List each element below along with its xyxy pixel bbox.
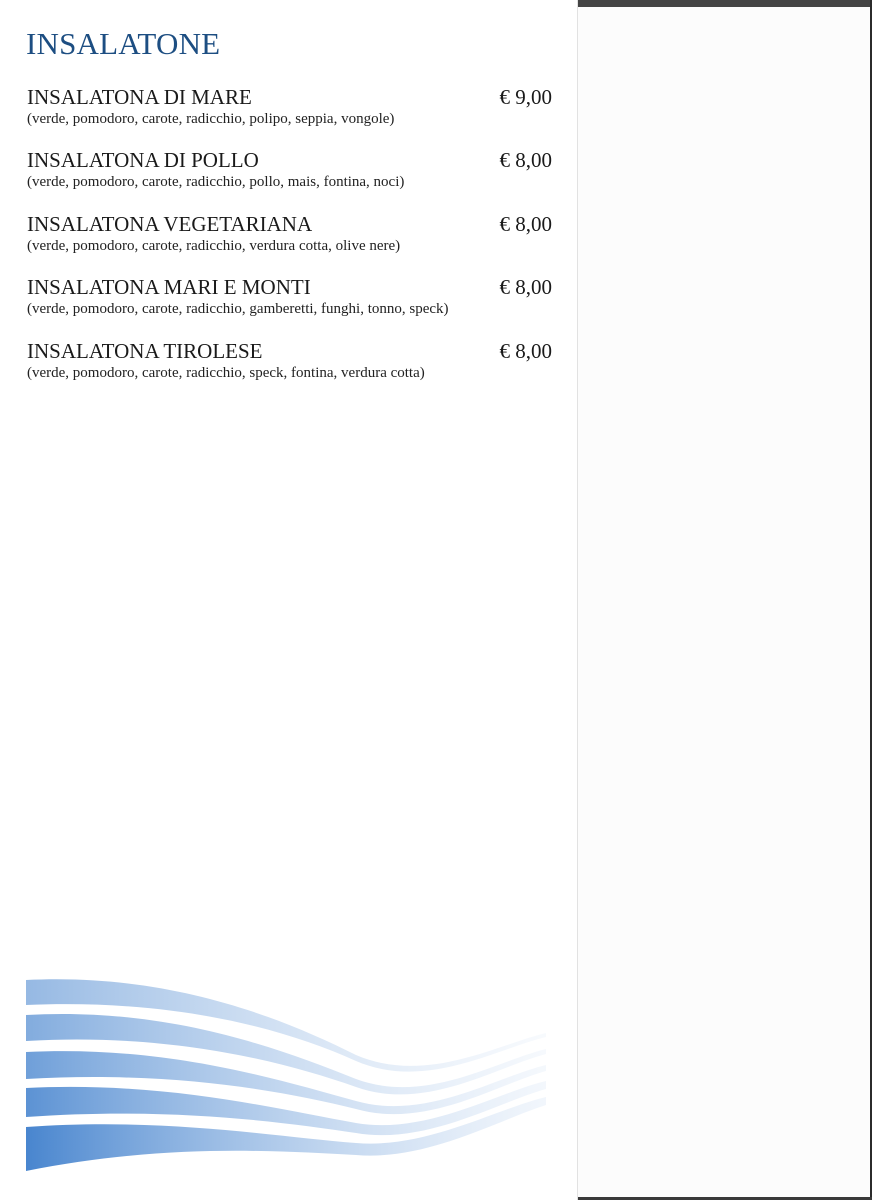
- item-name: INSALATONA DI POLLO: [27, 148, 259, 173]
- item-name: INSALATONA DI MARE: [27, 85, 252, 109]
- item-name: INSALATONA VEGETARIANA: [27, 211, 313, 236]
- sheet-top-edge: [578, 0, 872, 7]
- menu-item: [27, 338, 552, 401]
- menu-items-list: [27, 84, 552, 401]
- item-description: (verde, pomodoro, carote, radicchio, speck, fontina, verdura cotta): [27, 364, 425, 381]
- item-name: INSALATONA MARI E MONTI: [27, 275, 311, 300]
- item-description: (verde, pomodoro, carote, radicchio, pollo, mais, fontina, noci): [27, 174, 405, 191]
- item-price: € 8,00: [499, 148, 552, 173]
- item-price: € 8,00: [499, 211, 552, 236]
- menu-item: [27, 274, 552, 337]
- item-description: (verde, pomodoro, carote, radicchio, gamberetti, funghi, tonno, speck): [27, 301, 449, 318]
- back-sheet: [577, 0, 872, 1200]
- menu-item: [27, 147, 552, 210]
- item-description: (verde, pomodoro, carote, radicchio, verdura cotta, olive nere): [27, 237, 401, 254]
- wave-decoration: [26, 975, 551, 1175]
- item-description: (verde, pomodoro, carote, radicchio, polipo, seppia, vongole): [27, 111, 395, 127]
- menu-item: [27, 84, 552, 147]
- item-price: € 9,00: [499, 85, 552, 109]
- item-price: € 8,00: [499, 338, 552, 363]
- item-price: € 8,00: [499, 275, 552, 300]
- item-name: INSALATONA TIROLESE: [27, 338, 263, 363]
- section-title: INSALATONE: [26, 26, 221, 61]
- menu-item: [27, 211, 552, 274]
